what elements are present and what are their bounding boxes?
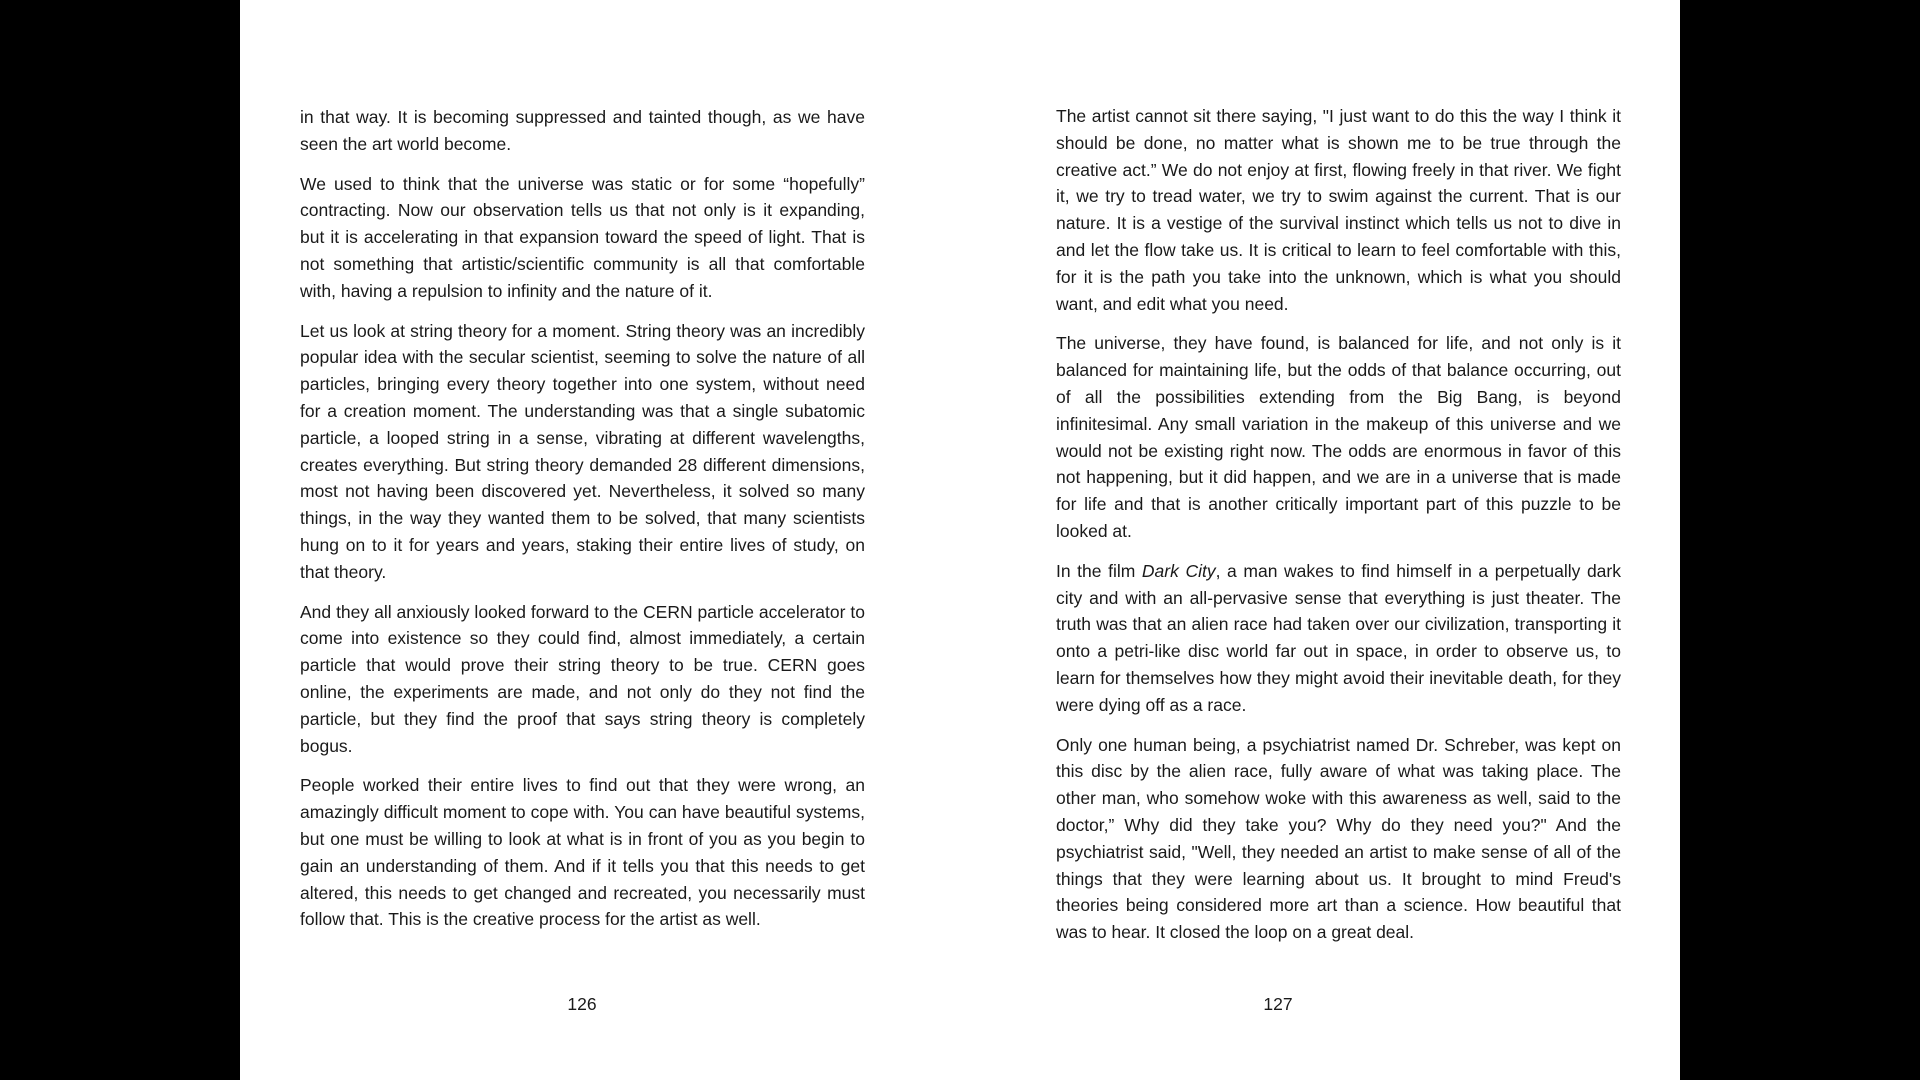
paragraph: People worked their entire lives to find out that they were wrong, an amazingly difficult moment to cope with. You can have beautiful systems, but one must be willing to look at what is in front of you as you begin to gain an understanding of them. And if it tells you that this needs to get altered, this needs to get changed and recreated, you necessarily must follow that. This is the creative process for the artist as well. (300, 775, 865, 930)
left-page (240, 0, 960, 1080)
page-number-left: 126 (567, 994, 597, 1014)
book-spread (240, 0, 1680, 1080)
paragraph-film (1056, 558, 1621, 719)
paragraph: Only one human being, a psychiatrist named Dr. Schreber, was kept on this disc by the alien race, fully aware of what was taking place. The other man, who somehow woke with this awareness as well, said to the doctor,” Why did they take you? Why do they need you?" And the psychiatrist said, "Well, they needed an artist to make sense of all of the things that they were learning about us. It brought to mind Freud's theories being considered more art than a science. How beautiful that was to hear. It closed the loop on a great deal. (1056, 734, 1621, 943)
right-page-text (1056, 103, 1621, 959)
film-text-before: In the film (1056, 560, 1142, 581)
paragraph: The artist cannot sit there saying, "I just want to do this the way I think it should be done, no matter what is shown me to be true through the creative act.” We do not enjoy at first, flowing freely in that river. We fight it, we try to tread water, we try to swim against the current. That is our nature. It is a vestige of the survival instinct which tells us not to dive in and let the flow take us. It is critical to learn to feel comfortable with this, for it is the path you take into the unknown, which is what you should want, and edit what you need. (1056, 106, 1621, 314)
paragraph: in that way. It is becoming suppressed and tainted though, as we have seen the art world become. (300, 107, 865, 154)
film-text-after: , a man wakes to find himself in a perpetually dark city and with an all-pervasive sense that everything is just theater. The truth was that an alien race had taken over our civilization, transporting it onto a petri-like disc world far out in space, in order to observe us, to learn for themselves how they might avoid their inevitable death, for they were dying off as a race. (1056, 560, 1621, 715)
left-page-text (300, 104, 865, 946)
paragraph: We used to think that the universe was static or for some “hopefully” contracting. Now our observation tells us that not only is it expanding, but it is accelerating in that expansion toward the speed of light. That is not something that artistic/scientific community is all that comfortable with, having a repulsion to infinity and the nature of it. (300, 173, 865, 301)
film-title: Dark City (1141, 560, 1216, 581)
page-number-right: 127 (1263, 994, 1293, 1014)
paragraph: And they all anxiously looked forward to the CERN particle accelerator to come into existence so they could find, almost immediately, a certain particle that would prove their string theory to be true. CERN goes online, the experiments are made, and not only do they not find the particle, but they find the proof that says string theory is completely bogus. (300, 601, 865, 756)
paragraph: The universe, they have found, is balanced for life, and not only is it balanced for maintaining life, but the odds of that balance occurring, out of all the possibilities extending from the Big Bang, is beyond infinitesimal. Any small variation in the makeup of this universe and we would not be existing right now. The odds are enormous in favor of this not happening, but it did happen, and we are in a universe that is made for life and that is another critically important part of this puzzle to be looked at. (1056, 333, 1621, 541)
right-page (960, 0, 1680, 1080)
paragraph: Let us look at string theory for a moment. String theory was an incredibly popular idea with the secular scientist, seeming to solve the nature of all particles, bringing every theory together into one system, without need for a creation moment. The understanding was that a single subatomic particle, a looped string in a sense, vibrating at different wavelengths, creates everything. But string theory demanded 28 different dimensions, most not having been discovered yet. Nevertheless, it solved so many things, in the way they wanted them to be solved, that many scientists hung on to it for years and years, staking their entire lives of study, on that theory. (300, 320, 865, 582)
